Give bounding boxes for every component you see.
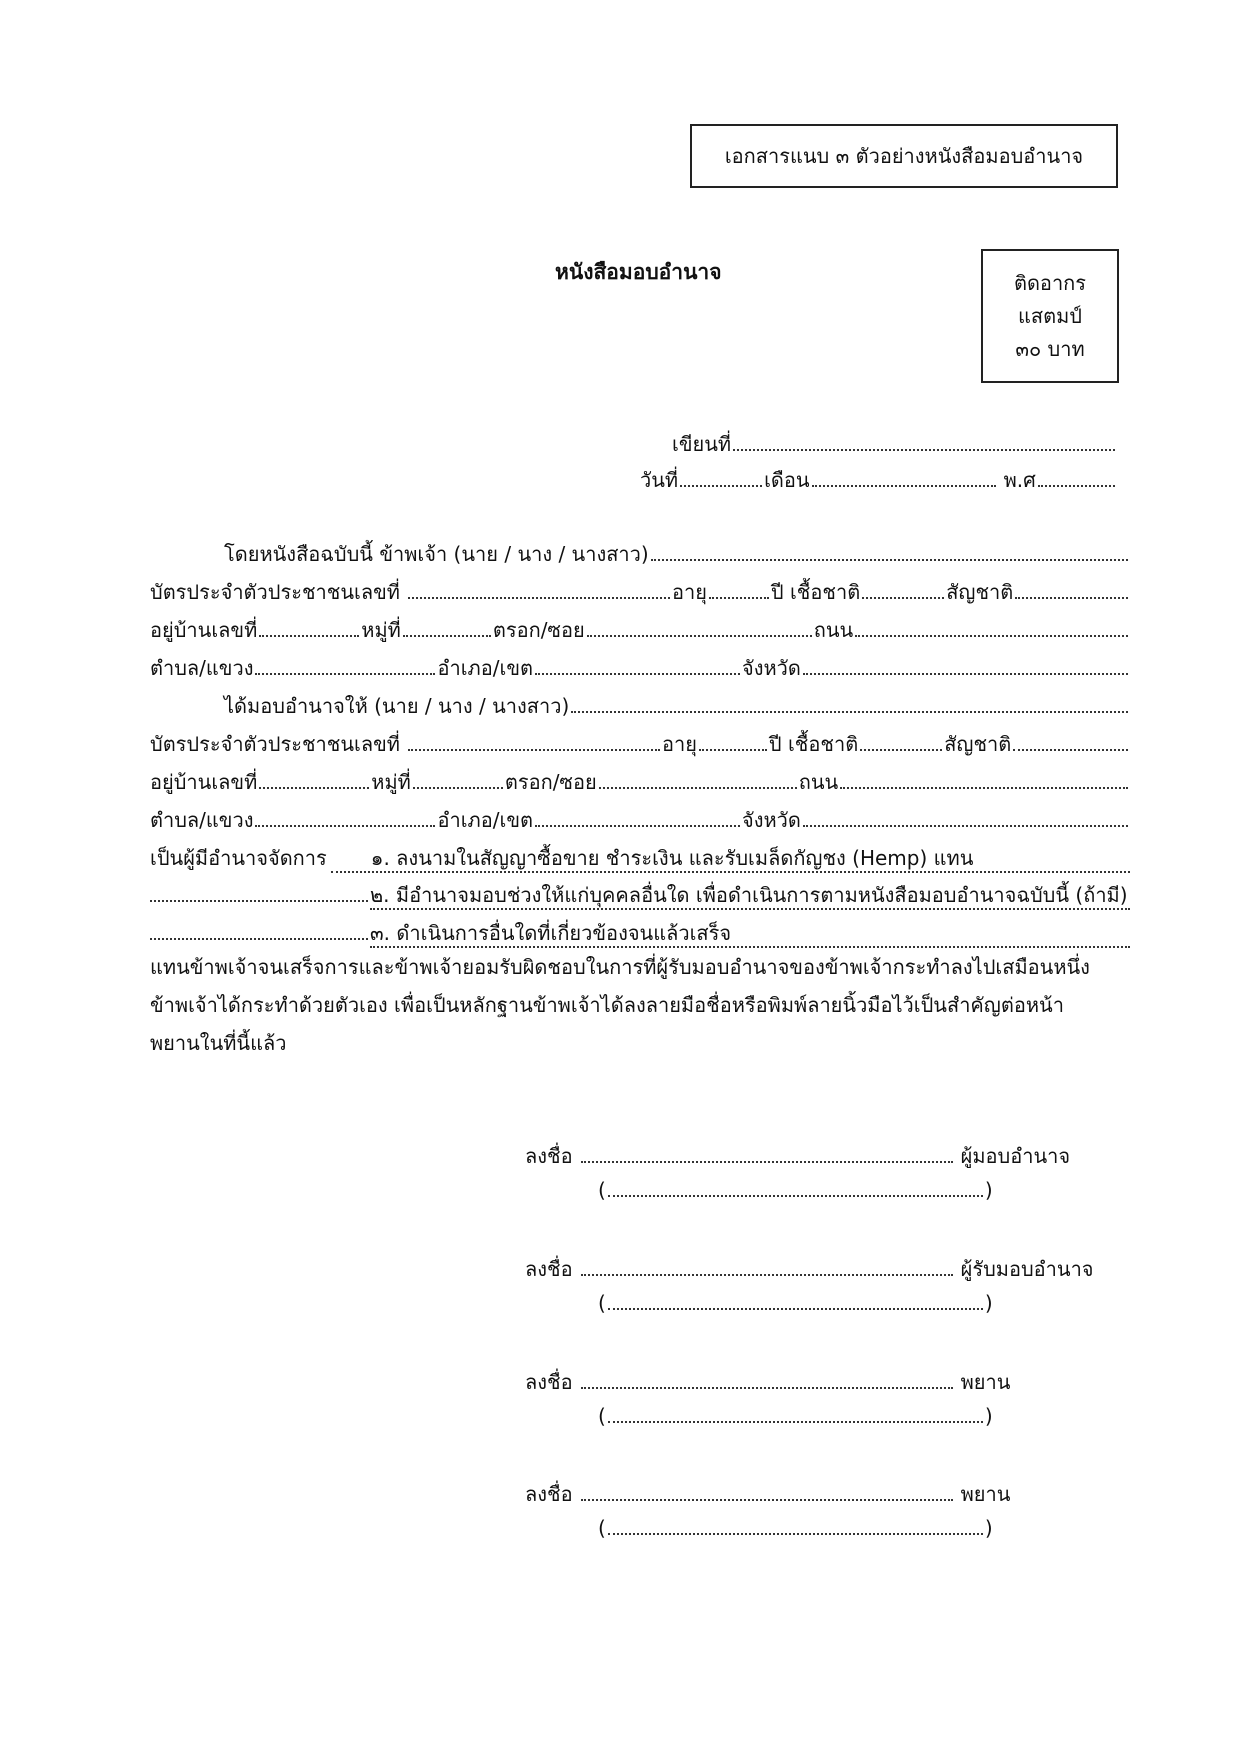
- printed-name-row-witness-2: [598, 1516, 993, 1540]
- grantor-location-row: [150, 654, 1130, 682]
- document-title: หนังสือมอบอำนาจ: [555, 260, 722, 284]
- signature-prefix: ลงชื่อ: [525, 1257, 573, 1281]
- printed-name-field-grantee[interactable]: [608, 1292, 983, 1310]
- grantor-nationality-label: ปี เชื้อชาติ: [770, 580, 861, 604]
- grantor-road-field[interactable]: [855, 619, 1128, 637]
- grantee-nationality-label: ปี เชื้อชาติ: [768, 732, 859, 756]
- grantor-citizenship-field[interactable]: [1015, 581, 1128, 599]
- grantee-alley-field[interactable]: [599, 771, 797, 789]
- grantor-district-field[interactable]: [535, 657, 740, 675]
- grantor-house-field[interactable]: [259, 619, 359, 637]
- grantor-citizenship-label: สัญชาติ: [946, 580, 1014, 604]
- month-field[interactable]: [812, 469, 996, 487]
- grantee-house-field[interactable]: [259, 771, 369, 789]
- printed-name-field-witness-1[interactable]: [608, 1405, 983, 1423]
- printed-name-field-witness-2[interactable]: [608, 1517, 983, 1535]
- paren-open: (: [598, 1178, 606, 1202]
- power-item-2-lead: [150, 884, 368, 902]
- grantor-alley-field[interactable]: [587, 619, 812, 637]
- signature-line-witness-2[interactable]: [581, 1483, 953, 1501]
- grantor-district-label: อำเภอ/เขต: [437, 656, 533, 680]
- grantee-intro-label: ได้มอบอำนาจให้ (นาย / นาง / นางสาว): [224, 694, 570, 718]
- stamp-box: [981, 249, 1119, 383]
- date-row: [640, 466, 1117, 494]
- signature-role: พยาน: [960, 1370, 1011, 1394]
- grantor-house-label: อยู่บ้านเลขที่: [150, 618, 258, 642]
- paren-close: ): [984, 1291, 993, 1315]
- power-item-1: ๑. ลงนามในสัญญาซื้อขาย ชำระเงิน และรับเมล็ดกัญชง (Hemp) แทน: [331, 845, 1130, 873]
- grantee-alley-label: ตรอก/ซอย: [504, 770, 597, 794]
- grantor-address-row: [150, 616, 1130, 644]
- powers-row-3: [150, 920, 1130, 948]
- signature-prefix: ลงชื่อ: [525, 1144, 573, 1168]
- closing-line-1: แทนข้าพเจ้าจนเสร็จการและข้าพเจ้ายอมรับผิดชอบในการที่ผู้รับมอบอำนาจของข้าพเจ้ากระทำลงไปเสมือนหนึ่ง: [150, 955, 1090, 979]
- written-at-label: เขียนที่: [672, 432, 732, 456]
- grantor-province-field[interactable]: [803, 657, 1128, 675]
- grantee-citizenship-field[interactable]: [1013, 733, 1128, 751]
- paren-close: ): [984, 1178, 993, 1202]
- grantee-province-label: จังหวัด: [741, 808, 801, 832]
- date-label: วันที่: [640, 468, 679, 492]
- written-at-row: [672, 430, 1117, 458]
- power-item-2: ๒. มีอำนาจมอบช่วงให้แก่บุคคลอื่นใด เพื่อดำเนินการตามหนังสือมอบอำนาจฉบับนี้ (ถ้ามี): [370, 882, 1130, 910]
- grantee-subdistrict-label: ตำบล/แขวง: [150, 808, 254, 832]
- paren-open: (: [598, 1404, 606, 1428]
- printed-name-row-witness-1: [598, 1404, 993, 1428]
- stamp-line-3: ๓๐ บาท: [1015, 336, 1085, 361]
- signature-prefix: ลงชื่อ: [525, 1370, 573, 1394]
- signature-row-grantor: [525, 1140, 1070, 1172]
- signature-line-grantee[interactable]: [581, 1258, 953, 1276]
- grantee-district-label: อำเภอ/เขต: [437, 808, 533, 832]
- grantor-age-label: อายุ: [671, 580, 707, 604]
- attachment-label: เอกสารแนบ ๓ ตัวอย่างหนังสือมอบอำนาจ: [724, 144, 1084, 168]
- signature-row-witness-1: [525, 1366, 1010, 1398]
- powers-row-2: [150, 882, 1130, 910]
- grantor-nationality-field[interactable]: [862, 581, 944, 599]
- grantee-location-row: [150, 806, 1130, 834]
- grantee-intro-row: [150, 692, 1130, 720]
- grantee-citizenship-label: สัญชาติ: [944, 732, 1012, 756]
- grantor-id-label: บัตรประจำตัวประชาชนเลขที่: [150, 580, 400, 604]
- signature-role: พยาน: [960, 1482, 1011, 1506]
- grantor-village-field[interactable]: [403, 619, 491, 637]
- grantee-subdistrict-field[interactable]: [255, 809, 435, 827]
- year-label: พ.ศ: [1003, 468, 1036, 492]
- powers-row-1: [150, 844, 1130, 873]
- signature-row-witness-2: [525, 1478, 1010, 1510]
- grantee-district-field[interactable]: [535, 809, 740, 827]
- grantee-name-field[interactable]: [571, 695, 1128, 713]
- closing-line-3: พยานในที่นี้แล้ว: [150, 1031, 287, 1055]
- grantee-address-row: [150, 768, 1130, 796]
- month-label: เดือน: [764, 468, 810, 492]
- grantor-id-row: [150, 578, 1130, 606]
- printed-name-row-grantor: [598, 1178, 993, 1202]
- year-field[interactable]: [1038, 469, 1115, 487]
- grantor-road-label: ถนน: [813, 618, 854, 642]
- signature-line-grantor[interactable]: [581, 1145, 953, 1163]
- closing-line-2: ข้าพเจ้าได้กระทำด้วยตัวเอง เพื่อเป็นหลักฐานข้าพเจ้าได้ลงลายมือชื่อหรือพิมพ์ลายนิ้วมือไว้เป็นสำคัญต่อหน้า: [150, 993, 1064, 1017]
- power-item-3-lead: [150, 922, 368, 940]
- grantee-age-field[interactable]: [699, 733, 767, 751]
- date-field[interactable]: [680, 469, 762, 487]
- printed-name-field-grantor[interactable]: [608, 1179, 983, 1197]
- grantee-house-label: อยู่บ้านเลขที่: [150, 770, 258, 794]
- printed-name-row-grantee: [598, 1291, 993, 1315]
- grantor-alley-label: ตรอก/ซอย: [492, 618, 585, 642]
- grantor-intro-label: โดยหนังสือฉบับนี้ ข้าพเจ้า (นาย / นาง / นางสาว): [224, 542, 649, 566]
- grantor-age-field[interactable]: [709, 581, 769, 599]
- signature-role: ผู้รับมอบอำนาจ: [960, 1257, 1094, 1281]
- grantor-id-field[interactable]: [408, 581, 670, 599]
- signature-line-witness-1[interactable]: [581, 1371, 953, 1389]
- closing-paragraph: [150, 948, 1135, 1062]
- grantee-age-label: อายุ: [661, 732, 697, 756]
- stamp-line-2: แสตมป์: [1018, 303, 1082, 328]
- grantor-intro-row: [150, 540, 1130, 568]
- grantor-village-label: หมู่ที่: [361, 618, 401, 642]
- attachment-label-box: [690, 124, 1118, 188]
- grantor-subdistrict-field[interactable]: [255, 657, 435, 675]
- power-item-3: ๓. ดำเนินการอื่นใดที่เกี่ยวข้องจนแล้วเสร็จ: [370, 920, 1130, 948]
- stamp-line-1: ติดอากร: [1013, 270, 1087, 295]
- paren-close: ): [984, 1516, 993, 1540]
- grantee-id-row: [150, 730, 1130, 758]
- grantee-province-field[interactable]: [803, 809, 1128, 827]
- grantor-subdistrict-label: ตำบล/แขวง: [150, 656, 254, 680]
- signature-row-grantee: [525, 1253, 1094, 1285]
- grantor-province-label: จังหวัด: [741, 656, 801, 680]
- grantee-nationality-field[interactable]: [860, 733, 942, 751]
- written-at-field[interactable]: [733, 433, 1115, 451]
- grantor-name-field[interactable]: [651, 543, 1128, 561]
- grantee-id-field[interactable]: [408, 733, 660, 751]
- grantee-village-field[interactable]: [413, 771, 503, 789]
- powers-label: เป็นผู้มีอำนาจจัดการ: [150, 846, 327, 870]
- grantee-road-field[interactable]: [840, 771, 1128, 789]
- paren-open: (: [598, 1516, 606, 1540]
- grantee-village-label: หมู่ที่: [371, 770, 411, 794]
- signature-prefix: ลงชื่อ: [525, 1482, 573, 1506]
- grantee-id-label: บัตรประจำตัวประชาชนเลขที่: [150, 732, 400, 756]
- paren-close: ): [984, 1404, 993, 1428]
- signature-role: ผู้มอบอำนาจ: [960, 1144, 1071, 1168]
- grantee-road-label: ถนน: [798, 770, 839, 794]
- paren-open: (: [598, 1291, 606, 1315]
